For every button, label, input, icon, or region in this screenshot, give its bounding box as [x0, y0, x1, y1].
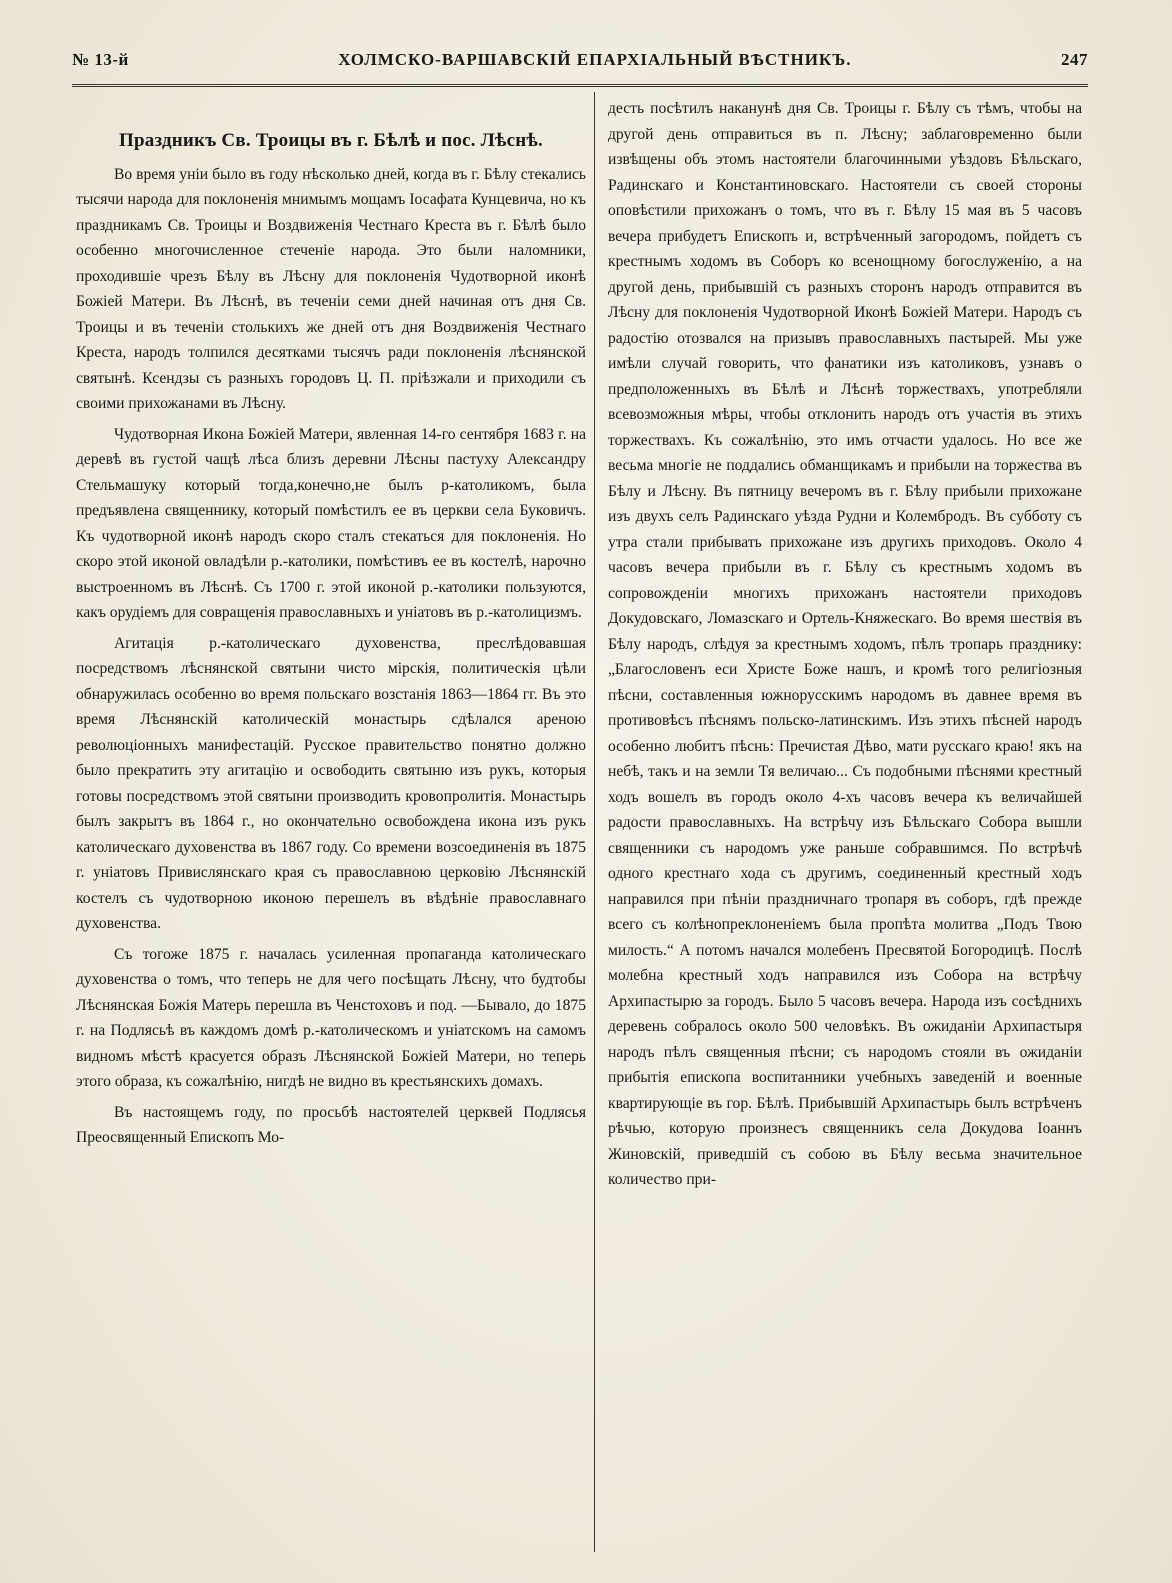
paragraph: Съ тогоже 1875 г. началась усиленная пропаганда католическаго духовенства о томъ, что теперь не для чего посѣщать Лѣсну, что будтобы Лѣснянская Божія Матерь перешла въ Ченстоховъ и под. —Бывало, до 1875 г. на Подлясьѣ въ каждомъ домѣ р.-католическомъ и уніатскомъ на самомъ видномъ мѣстѣ красуется образъ Лѣснянской Божіей Матери, но теперь этого образа, къ сожалѣнію, нигдѣ не видно въ крестьянскихъ домахъ.	[76, 945, 586, 1090]
page-header	[72, 42, 1088, 78]
paragraph: Въ настоящемъ году, по просьбѣ настоятелей церквей Подлясья Преосвященный Епископъ Мо-	[76, 1103, 586, 1146]
column-divider	[594, 92, 595, 1552]
article-heading: Праздникъ Св. Троицы въ г. Бѣлѣ и пос. Лѣснѣ.	[119, 130, 543, 151]
paragraph: десть посѣтилъ наканунѣ дня Св. Троицы г. Бѣлу съ тѣмъ, чтобы на другой день отправиться въ п. Лѣсну; заблаговременно были извѣщены объ этомъ настоятели благочинными уѣздовъ Бѣльскаго, Радинскаго и Константиновскаго. Настоятели съ своей стороны оповѣстили прихожанъ о томъ, что въ г. Бѣлу 15 мая въ 5 часовъ вечера прибудетъ Епископъ и, встрѣченный загородомъ, пойдетъ съ крестнымъ ходомъ въ Соборъ ко всенощному богослуженію, а на другой день, прибывшій съ разныхъ сторонъ народъ отправится въ Лѣсну для поклоненія Чудотворной Иконѣ Божіей Матери. Народъ съ радостію отозвался на призывъ православныхъ пастырей. Мы уже имѣли случай говорить, что фанатики изъ католиковъ, узнавъ о предположенныхъ въ Бѣлѣ и Лѣснѣ торжествахъ, употребляли всевозможныя мѣры, чтобы отклонить народъ отъ участія въ этихъ торжествахъ. Къ сожалѣнію, это имъ отчасти удалось. Но все же весьма многіе не поддались обманщикамъ и прибыли на торжества въ Бѣлу и Лѣсну. Въ пятницу вечеромъ въ г. Бѣлу прибыли прихожане изъ двухъ селъ Радинскаго уѣзда Рудни и Колембродъ. Въ субботу съ утра стали прибывать прихожане изъ другихъ приходовъ. Около 4 часовъ вечера прибыли въ г. Бѣлу съ крестнымъ ходомъ въ сопровожденіи многихъ прихожанъ настоятели приходовъ Докудовскаго, Ломазскаго и Ортель-Княжескаго. Во время шествія въ Бѣлу народъ, слѣдуя за крестнымъ ходомъ, пѣлъ тропарь празднику: „Благословенъ еси Христе Боже нашъ, и кромѣ того религіозныя пѣсни, составленныя южнорусскимъ народомъ въ давнее время въ противовѣсъ пѣснямъ польско-латинскимъ. Изъ этихъ пѣсней народъ особенно любитъ пѣснь: Пречистая Дѣво, мати русскаго краю! якъ на небѣ, такъ и на земли Тя величаю... Съ подобными пѣснями крестный ходъ вошелъ въ городъ около 4-хъ часовъ вечера къ величайшей радости православныхъ. На встрѣчу изъ Бѣльскаго Собора вышли священники съ народомъ уже раньше собравшимся. По встрѣчѣ одного крестнаго хода съ другимъ, соединенный крестный ходъ направился при пѣніи праздничнаго тропаря въ соборъ, гдѣ прежде всего съ колѣнопреклоненіемъ была пропѣта молитва „Подъ Твою милость.“ А потомъ начался молебенъ Пресвятой Богородицѣ. Послѣ молебна крестный ходъ направился изъ Собора на встрѣчу Архипастырю за городъ. Было 5 часовъ вечера. Народа изъ сосѣднихъ деревень собралось около 500 человѣкъ. Въ ожиданіи Архипастыря народъ пѣлъ священныя пѣсни; съ народомъ стояли въ ожиданіи прибытія епископа воспитанники учебныхъ заведеній и военные квартирующіе въ гор. Бѣлѣ. Прибывшій Архипастырь былъ встрѣченъ рѣчью, которую произнесъ священникъ села Докудова Іоаннъ Жиновскій, приведшій съ собою въ Бѣлу весьма значительное количество при-	[608, 100, 1082, 1188]
publication-title: ХОЛМСКО-ВАРШАВСКІЙ ЕПАРХІАЛЬНЫЙ ВѢСТНИКЪ.	[338, 50, 852, 69]
right-column	[608, 96, 1082, 1198]
left-column	[76, 96, 586, 1156]
issue-number: № 13-й	[72, 50, 129, 69]
paragraph: Во время уніи было въ году нѣсколько дней, когда въ г. Бѣлу стекались тысячи народа для поклоненія мнимымъ мощамъ Іосафата Кунцевича, но къ праздникамъ Св. Троицы и Воздвиженія Честнаго Креста въ г. Бѣлѣ было особенно многочисленное стеченіе народа. Это были наломники, проходившіе чрезъ Бѣлу въ Лѣсну для поклоненія Чудотворной иконѣ Божіей Матери. Въ Лѣснѣ, въ теченіи семи дней начиная отъ дня Св. Троицы и въ теченіи столькихъ же дней отъ дня Воздвиженія Честнаго Креста, народъ толпился десятками тысячъ ради поклоненія лѣснянской святынѣ. Ксендзы съ разныхъ городовъ Ц. П. пріѣзжали и приходили съ своими прихожанами въ Лѣсну.	[76, 165, 586, 412]
header-rule	[72, 84, 1088, 87]
paragraph: Чудотворная Икона Божіей Матери, явленная 14-го сентября 1683 г. на деревѣ въ густой чащѣ лѣса близъ деревни Лѣсны пастуху Александру Стельмашуку который тогда,конечно,не былъ р-католикомъ, была предъявлена священнику, который помѣстилъ ее въ церкви села Буковичъ. Къ чудотворной иконѣ народъ скоро сталъ стекаться для поклоненія. Но скоро этой иконой овладѣли р.-католики, помѣстивъ ее въ костелѣ, нарочно выстроенномъ въ Лѣснѣ. Съ 1700 г. этой иконой р.-католики пользуются, какъ орудіемъ для совращенія православныхъ и уніатовъ въ р.-католицизмъ.	[76, 425, 586, 621]
paragraph: Агитація р.-католическаго духовенства, преслѣдовавшая посредствомъ лѣснянской святыни чисто мірскія, политическія цѣли обнаружилась особенно во время польскаго возстанія 1863—1864 гг. Въ это время Лѣснянскій католическій монастырь сдѣлался ареною революціонныхъ манифестацій. Русское правительство понятно должно было прекратить эту агитацію и освободить святыню изъ рукъ, которыя готовы посредствомъ этой святыни производить кровопролитія. Монастырь былъ закрытъ въ 1864 г., но окончательно освобождена икона изъ рукъ католическаго духовенства въ 1867 году. Со времени возсоединенія въ 1875 г. уніатовъ Привислянскаго края съ православною церковію Лѣснянскій костелъ съ чудотворною иконою перешелъ въ вѣдѣніе православнаго духовенства.	[76, 634, 586, 932]
page-number: 247	[1061, 50, 1088, 69]
